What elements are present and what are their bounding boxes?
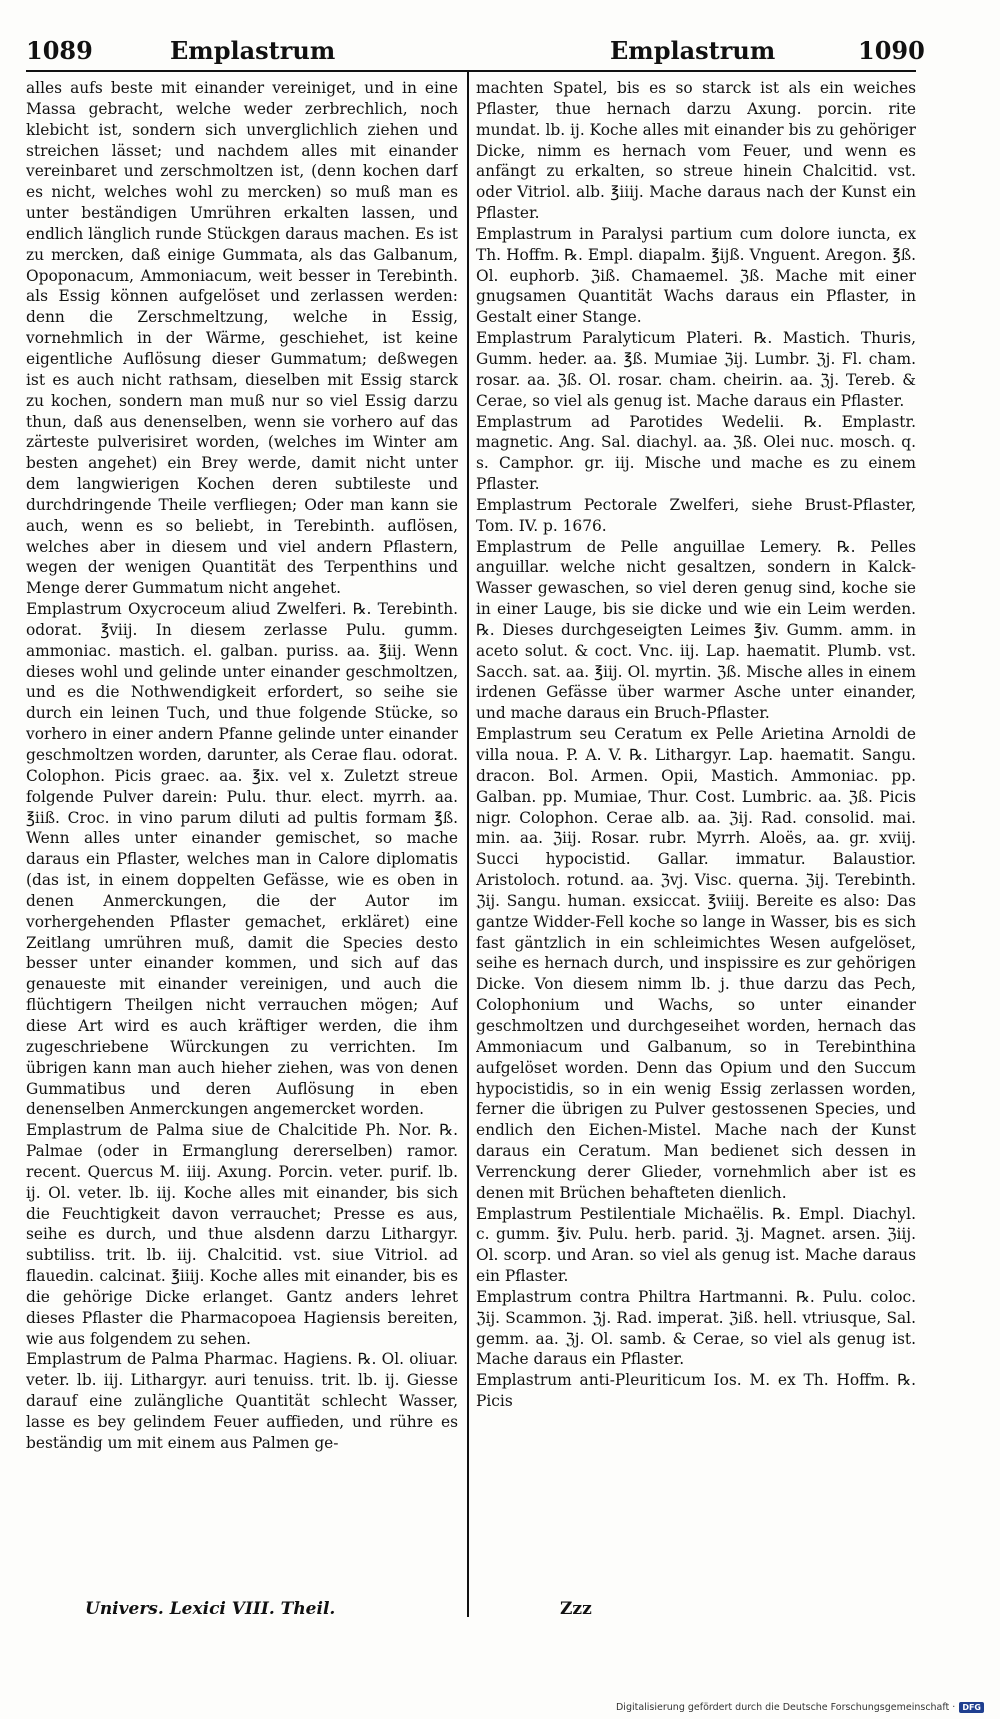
- right-paragraph: Emplastrum seu Ceratum ex Pelle Arietina Arnoldi de villa noua. P. A. V. ℞. Lithargyr. Lap. haematit. Sangu. dracon. Bol. Armen. Opii, Mastich. Ammoniac. pp. Galban. pp. Mumiae, Thur. Cost. Lumbric. aa. ℨß. Picis nigr. Colophon. Cerae alb. aa. ℨij. Rad. consolid. mai. min. aa. ℨiij. Rosar. rubr. Myrrh. Aloës, aa. gr. xviij. Succi hypocistid. Gallar. immatur. Balaustior. Aristoloch. rotund. aa. ℨvj. Visc. querna. ℨij. Terebinth. ℨij. Sangu. human. exsiccat. ℥viiij. Bereite es also: Das gantze Widder-Fell koche so lange in Wasser, bis es sich fast gäntzlich in ein schleimichtes Wesen aufgelöset, seihe es hernach durch, und inspissire es zur gehörigen Dicke. Von diesem nimm lb. j. thue darzu das Pech, Colophonium und Wachs, so unter einander geschmoltzen und durchgeseihet worden, hernach das Ammoniacum und Galbanum, so in Terebinthina aufgelöset worden. Denn das Opium und den Succum hypocistidis, so in ein wenig Essig zerlassen worden, ferner die übrigen zu Pulver gestossenen Species, und endlich den Eichen-Mistel. Mache nach der Kunst daraus ein Ceratum. Man bedienet sich dessen in Verrenckung derer Glieder, vornehmlich aber ist es denen mit Brüchen behafteten dienlich.: [476, 725, 916, 1202]
- running-title-left: Emplastrum: [170, 36, 336, 65]
- right-paragraph: machten Spatel, bis es so starck ist als ein weiches Pflaster, thue hernach darzu Axung. porcin. rite mundat. lb. ij. Koche alles mit einander bis zu gehöriger Dicke, nimm es hernach vom Feuer, und wenn es anfängt zu erkalten, so streue hinein Chalcitid. vst. oder Vitriol. alb. ℥iiij. Mache daraus nach der Kunst ein Pflaster.: [476, 79, 916, 223]
- right-paragraph: Emplastrum de Pelle anguillae Lemery. ℞. Pelles anguillar. welche nicht gesaltzen, sondern in Kalck-Wasser gewaschen, so viel deren genug sind, koche sie in einer Lauge, bis sie dicke und wie ein Leim werden. ℞. Dieses durchgeseigten Leimes ℥iv. Gumm. amm. in aceto solut. & coct. Vnc. iij. Lap. haematit. Plumb. vst. Sacch. sat. aa. ℥iij. Ol. myrtin. ℨß. Mische alles in einem irdenen Gefässe über warmer Asche unter einander, und mache daraus ein Bruch-Pflaster.: [476, 537, 916, 723]
- column-divider: [467, 72, 469, 1617]
- left-paragraph: alles aufs beste mit einander vereiniget, und in eine Massa gebracht, welche weder zerbrechlich, noch klebicht ist, sondern sich unverglichlich ziehen und streichen lässet; und nachdem alles mit einander vereinbaret und zerschmoltzen ist, (denn kochen darf es nicht, welches wohl zu mercken) so muß man es unter beständigen Umrühren erkalten lassen, und endlich länglich runde Stückgen daraus machen. Es ist zu mercken, daß einige Gummata, als das Galbanum, Opoponacum, Ammoniacum, weit besser in Terebinth. als Essig können aufgelöset und zerlassen werden: denn die Zerschmeltzung, welche in Essig, vornehmlich in der Wärme, geschiehet, ist keine eigentliche Auflösung dieser Gummatum; deßwegen ist es auch nicht rathsam, dieselben mit Essig starck zu kochen, sondern man muß nur so viel Essig darzu thun, daß aus denenselben, wenn sie vorhero auf das zärteste pulverisiret worden, (welches im Winter am besten angehet) ein Brey werde, damit nicht unter dem langwierigen Kochen deren subtileste und durchdringende Theile verfliegen; Oder man kann sie auch, wenn es so beliebt, in Terebinth. auflösen, welches aber in diesem und viel andern Pflastern, wegen der wenigen Quantität des Terpenthins und Menge derer Gummatum nicht angehet.: [26, 79, 458, 598]
- right-paragraph: Emplastrum contra Philtra Hartmanni. ℞. Pulu. coloc. ℨij. Scammon. ℨj. Rad. imperat. ℨiß. hell. vtriusque, Sal. gemm. aa. ℨj. Ol. samb. & Cerae, so viel als genug ist. Mache daraus ein Pflaster.: [476, 1287, 916, 1369]
- left-paragraph: Emplastrum Oxycroceum aliud Zwelferi. ℞. Terebinth. odorat. ℥viij. In diesem zerlasse Pulu. gumm. ammoniac. mastich. el. galban. puriss. aa. ℥iij. Wenn dieses wohl und gelinde unter einander geschmoltzen, und es die Nothwendigkeit erfordert, so seihe sie durch ein leinen Tuch, und thue folgende Stücke, so vorhero in einer andern Pfanne gelinde unter einander geschmoltzen worden, darunter, als Cerae flau. odorat. Colophon. Picis graec. aa. ℥ix. vel x. Zuletzt streue folgende Pulver darein: Pulu. thur. elect. myrrh. aa. ℥iiß. Croc. in vino parum diluti ad pultis formam ℥ß. Wenn alles unter einander gemischet, so mache daraus ein Pflaster, welches man in Calore diplomatis (das ist, in einem doppelten Gefässe, wie es oben in denen Anmerckungen, die der Autor im vorhergehenden Pflaster gemachet, erkläret) eine Zeitlang umrühren muß, damit die Species desto besser unter einander kommen, und sich auf das genaueste mit einander vereinigen, und auch die flüchtigern Theilgen nicht verrauchen mögen; Auf diese Art wird es auch kräftiger werden, die ihm zugeschriebene Würckungen zu verrichten. Im übrigen kann man auch hieher ziehen, was von denen Gummatibus und deren Auflösung in eben denenselben Anmerckungen angemercket worden.: [26, 600, 458, 1119]
- right-paragraph: Emplastrum ad Parotides Wedelii. ℞. Emplastr. magnetic. Ang. Sal. diachyl. aa. ℨß. Olei nuc. mosch. q. s. Camphor. gr. iij. Mische und mache es zu einem Pflaster.: [476, 412, 916, 494]
- volume-signature: Univers. Lexici VIII. Theil.: [85, 1599, 336, 1619]
- digitization-credit: [616, 1702, 984, 1713]
- left-paragraph: Emplastrum de Palma Pharmac. Hagiens. ℞. Ol. oliuar. veter. lb. iij. Lithargyr. auri tenuiss. trit. lb. ij. Giesse darauf eine zulängliche Quantität schlecht Wasser, lasse es bey gelindem Feuer auffieden, und rühre es beständig um mit einem aus Palmen ge-: [26, 1350, 458, 1452]
- right-paragraph: Emplastrum in Paralysi partium cum dolore iuncta, ex Th. Hoffm. ℞. Empl. diapalm. ℥ijß. Vnguent. Aregon. ℥ß. Ol. euphorb. ℨiß. Chamaemel. ℨß. Mache mit einer gnugsamen Quantität Wachs daraus ein Pflaster, in Gestalt einer Stange.: [476, 224, 916, 327]
- right-paragraph: Emplastrum Pestilentiale Michaëlis. ℞. Empl. Diachyl. c. gumm. ℥iv. Pulu. herb. parid. ℨj. Magnet. arsen. ℨiij. Ol. scorp. und Aran. so viel als genug ist. Mache daraus ein Pflaster.: [476, 1204, 916, 1286]
- credit-text: Digitalisierung gefördert durch die Deutsche Forschungsgemeinschaft ·: [615, 1702, 956, 1713]
- page-number-left: 1089: [26, 36, 93, 65]
- running-title-right: Emplastrum: [610, 36, 776, 65]
- right-paragraph: Emplastrum Paralyticum Plateri. ℞. Mastich. Thuris, Gumm. heder. aa. ℥ß. Mumiae ℨij. Lumbr. ℨj. Fl. cham. rosar. aa. ℨß. Ol. rosar. cham. cheirin. aa. ℨj. Tereb. & Cerae, so viel als genug ist. Mache daraus ein Pflaster.: [476, 329, 916, 410]
- header-rule: [26, 70, 916, 72]
- sheet-signature: Zzz: [560, 1599, 592, 1619]
- right-column: [476, 78, 916, 1604]
- right-paragraph: Emplastrum Pectorale Zwelferi, siehe Brust-Pflaster, Tom. IV. p. 1676.: [476, 495, 916, 535]
- right-paragraph: Emplastrum anti-Pleuriticum Ios. M. ex Th. Hoffm. ℞. Picis: [476, 1371, 916, 1411]
- dfg-logo: DFG: [959, 1702, 984, 1713]
- page-number-right: 1090: [858, 36, 925, 65]
- left-paragraph: Emplastrum de Palma siue de Chalcitide Ph. Nor. ℞. Palmae (oder in Ermanglung dererselben) ramor. recent. Quercus M. iiij. Axung. Porcin. veter. purif. lb. ij. Ol. veter. lb. iij. Koche alles mit einander, bis sich die Feuchtigkeit davon verrauchet; Presse es aus, seihe es durch, und thue alsdenn darzu Lithargyr. subtiliss. trit. lb. iij. Chalcitid. vst. siue Vitriol. ad flauedin. calcinat. ℥iiij. Koche alles mit einander, bis es die gehörige Dicke erlanget. Gantz anders lehret dieses Pflaster die Pharmacopoea Hagiensis bereiten, wie aus folgendem zu sehen.: [26, 1121, 458, 1348]
- left-column: [26, 78, 458, 1604]
